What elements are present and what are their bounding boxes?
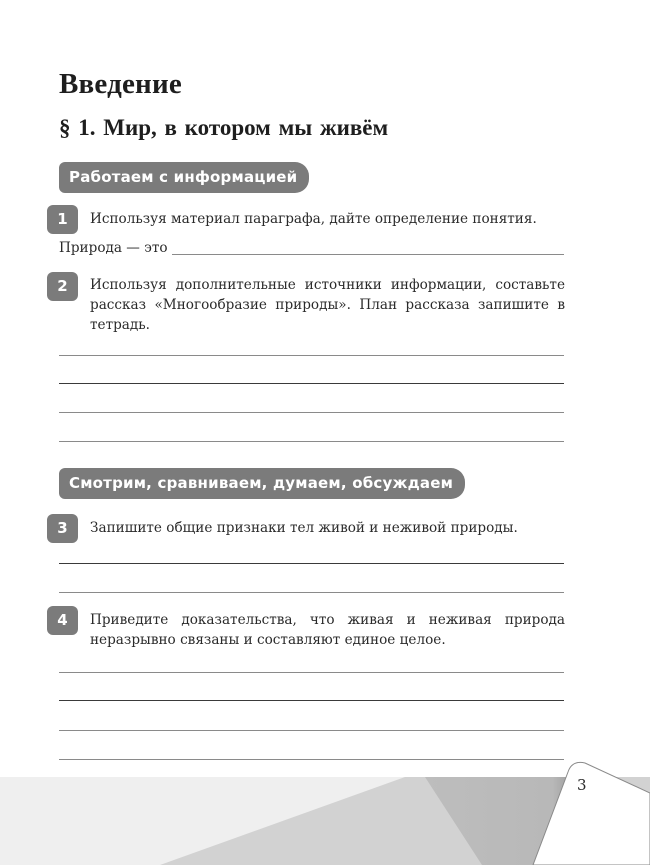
section-header-working-with-info: Работаем с информацией — [59, 162, 309, 193]
task-text: Используя дополнительные источники информации, составьте рассказ «Многообразие природы». План рассказа запишите в тетрадь. — [90, 277, 565, 333]
answer-line[interactable] — [59, 759, 564, 760]
answer-line[interactable] — [59, 383, 564, 384]
task-text: Приведите доказательства, что живая и неживая природа неразрывно связаны и составляют единое целое. — [90, 612, 565, 648]
task-text: Используя материал параграфа, дайте определение понятия. — [90, 211, 537, 227]
answer-line[interactable] — [59, 563, 564, 564]
answer-line[interactable] — [59, 700, 564, 701]
task-number-badge: 1 — [47, 205, 78, 234]
answer-line[interactable] — [59, 412, 564, 413]
answer-line[interactable] — [59, 592, 564, 593]
answer-prompt-label: Природа — это — [59, 240, 168, 256]
task-text: Запишите общие признаки тел живой и неживой природы. — [90, 520, 518, 536]
answer-line[interactable] — [59, 672, 564, 673]
task-number-badge: 3 — [47, 514, 78, 543]
section-header-observe-compare: Смотрим, сравниваем, думаем, обсуждаем — [59, 468, 465, 499]
task-number-badge: 2 — [47, 272, 78, 301]
answer-line[interactable] — [59, 355, 564, 356]
section-title: § 1. Мир, в котором мы живём — [59, 115, 389, 140]
page-number: 3 — [577, 776, 587, 794]
task-number-badge: 4 — [47, 606, 78, 635]
answer-line[interactable] — [59, 441, 564, 442]
chapter-title: Введение — [59, 68, 182, 100]
answer-line-definition[interactable] — [172, 254, 564, 255]
answer-line[interactable] — [59, 730, 564, 731]
